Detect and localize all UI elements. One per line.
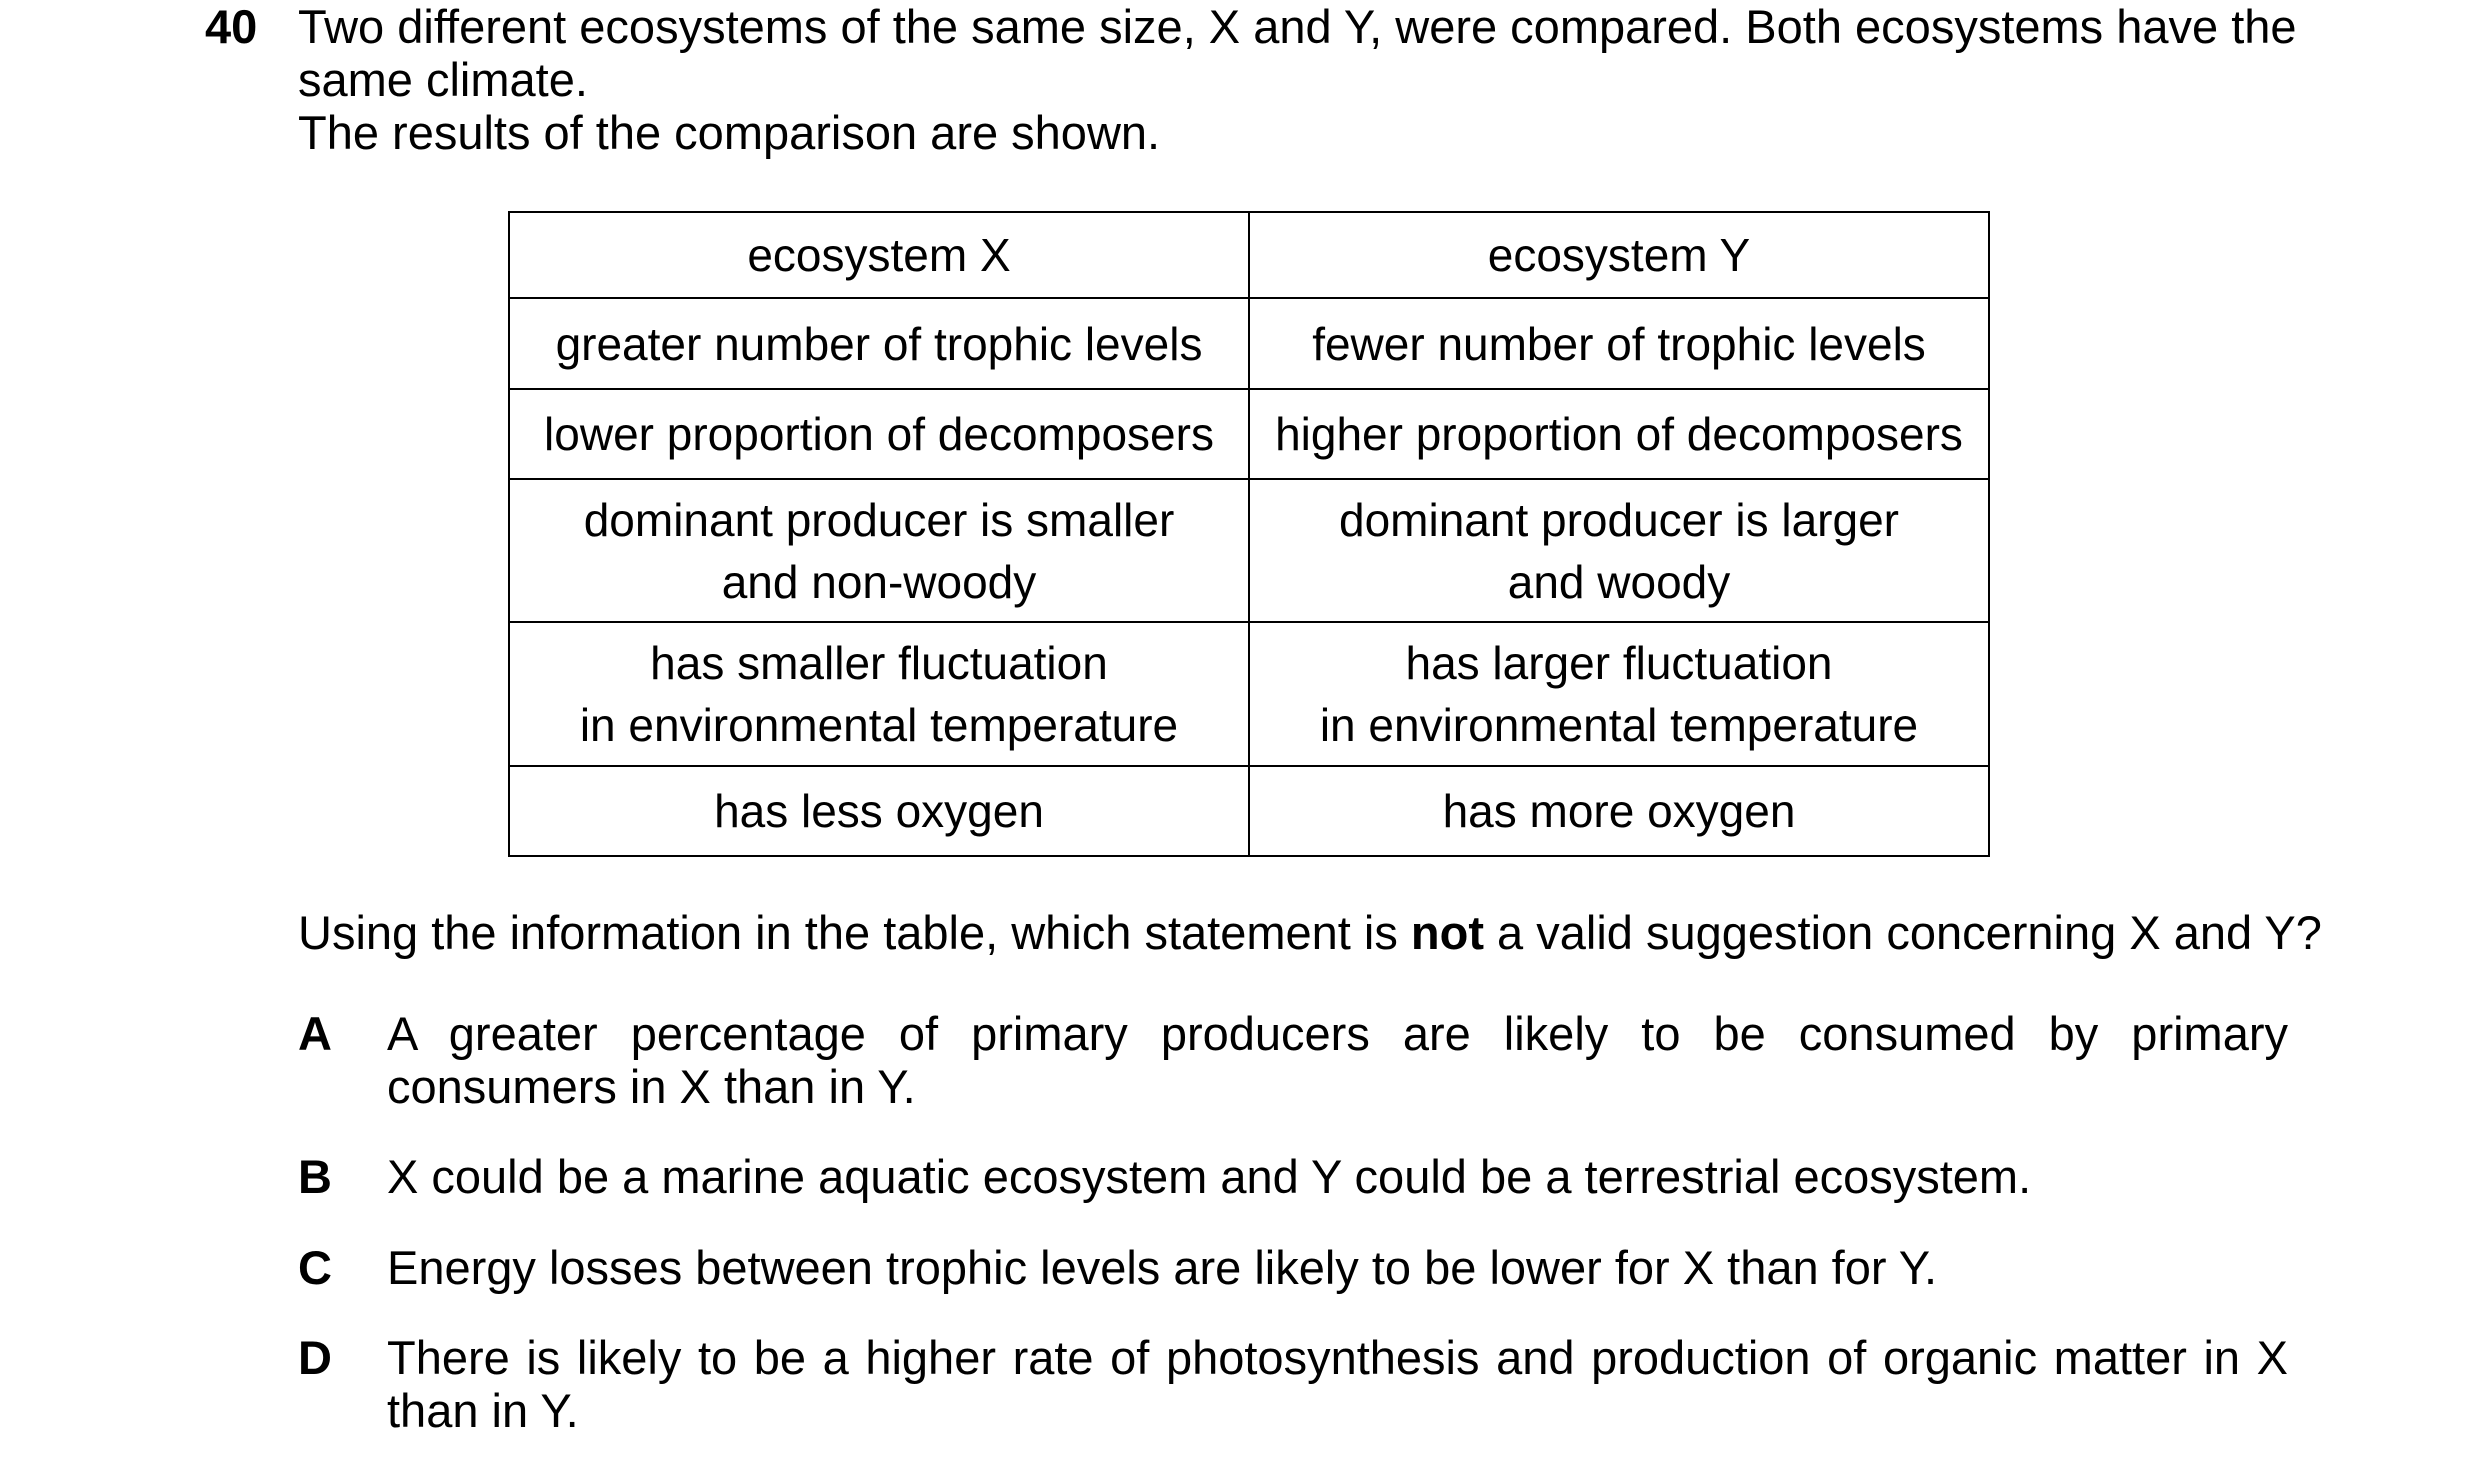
cell-line: has more oxygen bbox=[1442, 785, 1796, 837]
cell-line: and woody bbox=[1507, 555, 1731, 608]
cell-x-temperature bbox=[509, 622, 1249, 766]
table-row bbox=[509, 298, 1989, 389]
option-c[interactable] bbox=[298, 1241, 2288, 1294]
cell-y-oxygen bbox=[1249, 766, 1989, 856]
question-stem bbox=[298, 906, 2322, 959]
option-text: Energy losses between trophic levels are likely to be lower for X than for Y. bbox=[387, 1241, 1938, 1294]
option-b[interactable] bbox=[298, 1150, 2288, 1203]
table-row bbox=[509, 622, 1989, 766]
cell-line: in environmental temperature bbox=[579, 699, 1179, 751]
cell-line: has less oxygen bbox=[714, 785, 1044, 837]
header-ecosystem-y: ecosystem Y bbox=[1249, 212, 1989, 298]
cell-y-temperature bbox=[1249, 622, 1989, 766]
comparison-table bbox=[508, 211, 1990, 857]
question-number: 40 bbox=[205, 0, 258, 53]
cell-line: has larger fluctuation bbox=[1405, 637, 1833, 689]
cell-line: in environmental temperature bbox=[1319, 699, 1919, 751]
header-ecosystem-x: ecosystem X bbox=[509, 212, 1249, 298]
cell-line: has smaller fluctuation bbox=[650, 637, 1108, 689]
cell-x-decomposers bbox=[509, 389, 1249, 479]
table-row bbox=[509, 766, 1989, 856]
option-a[interactable] bbox=[298, 1007, 2288, 1113]
cell-x-oxygen bbox=[509, 766, 1249, 856]
intro-text: Two different ecosystems of the same size, X and Y, were compared. Both ecosystems have the same climate. bbox=[298, 0, 2297, 106]
option-d[interactable] bbox=[298, 1331, 2288, 1437]
intro-results-text: The results of the comparison are shown. bbox=[298, 106, 1161, 159]
option-text: A greater percentage of primary producers are likely to be consumed by primary consumers in X than in Y. bbox=[387, 1007, 2288, 1113]
cell-line: fewer number of trophic levels bbox=[1312, 317, 1926, 370]
question-emphasis: not bbox=[1410, 906, 1484, 959]
table-row bbox=[509, 389, 1989, 479]
option-text: X could be a marine aquatic ecosystem and Y could be a terrestrial ecosystem. bbox=[387, 1150, 2032, 1203]
question-stem-end: a valid suggestion concerning X and Y? bbox=[1483, 906, 2322, 959]
option-letter: D bbox=[298, 1331, 332, 1384]
cell-x-trophic bbox=[509, 298, 1249, 389]
table-header-row bbox=[509, 212, 1989, 298]
option-letter: A bbox=[298, 1007, 332, 1060]
cell-line: dominant producer is smaller bbox=[583, 493, 1175, 546]
cell-line: lower proportion of decomposers bbox=[544, 408, 1214, 460]
cell-y-producer bbox=[1249, 479, 1989, 622]
cell-y-trophic bbox=[1249, 298, 1989, 389]
cell-x-producer bbox=[509, 479, 1249, 622]
cell-line: higher proportion of decomposers bbox=[1275, 408, 1963, 460]
option-letter: C bbox=[298, 1241, 332, 1294]
option-letter: B bbox=[298, 1150, 332, 1203]
option-text: There is likely to be a higher rate of photosynthesis and production of organic matter in X than in Y. bbox=[387, 1331, 2288, 1437]
cell-line: dominant producer is larger bbox=[1339, 493, 1899, 546]
cell-line: greater number of trophic levels bbox=[555, 317, 1203, 370]
question-intro bbox=[298, 0, 2298, 159]
cell-y-decomposers bbox=[1249, 389, 1989, 479]
cell-line: and non-woody bbox=[721, 555, 1037, 608]
table-row bbox=[509, 479, 1989, 622]
question-stem-start: Using the information in the table, which statement is bbox=[298, 906, 1411, 959]
